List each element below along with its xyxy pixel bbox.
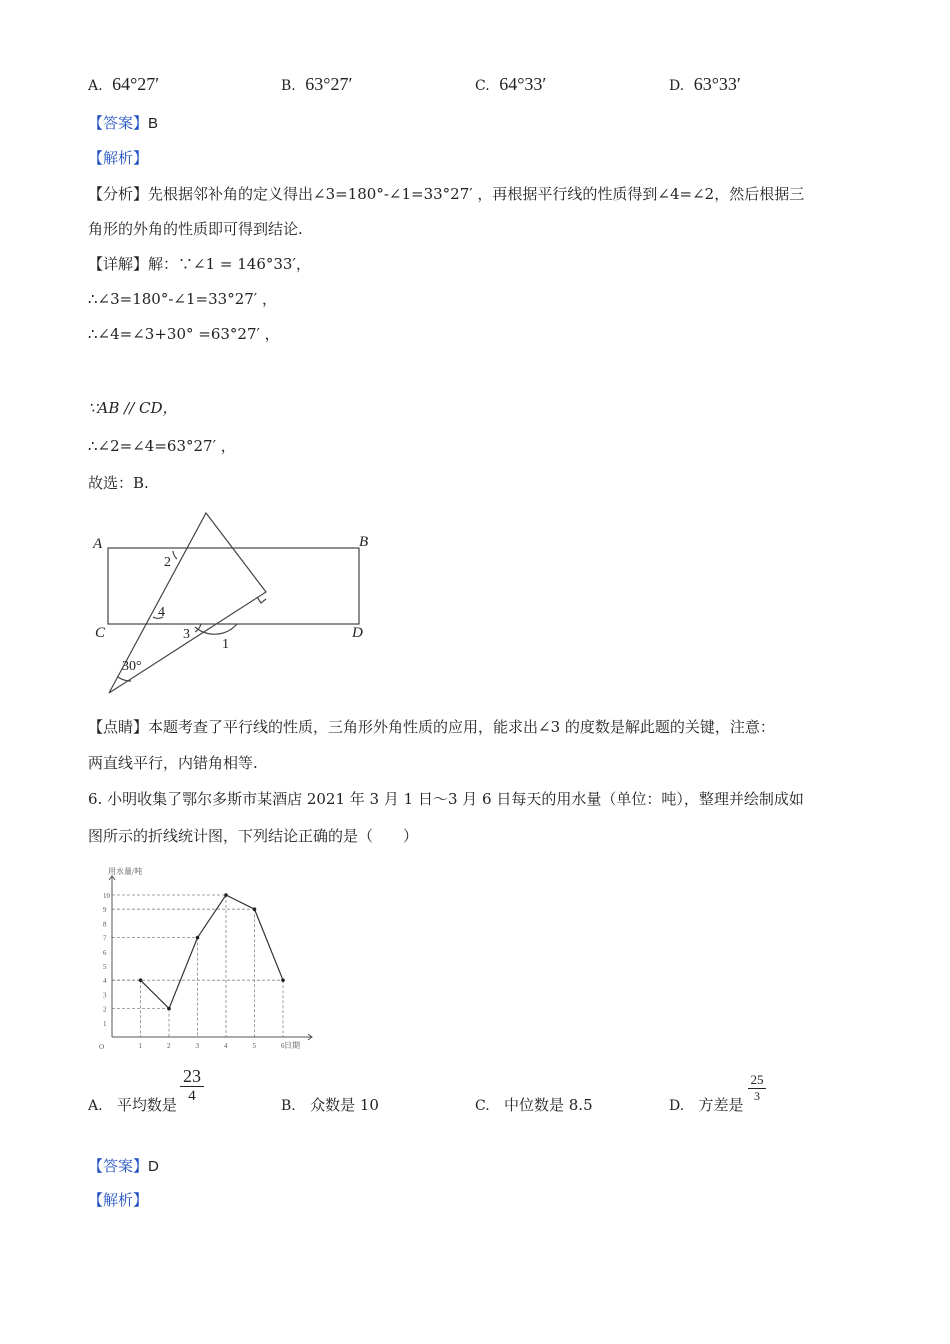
label-c: C (95, 625, 106, 641)
q5-detail-line1: ∴∠3=180°-∠1=33°27′ ， (88, 290, 277, 308)
q5-comment-line2: 两直线平行，内错角相等. (88, 754, 258, 772)
series-line (141, 895, 284, 1009)
q6-option-b (281, 1094, 379, 1115)
data-point (196, 936, 200, 940)
option-value: 63°33′ (693, 74, 741, 94)
comment-text: 本题考查了平行线的性质，三角形外角性质的应用，能求出∠3 的度数是解此题的关键，注意： (148, 718, 775, 736)
label-angle-4: 4 (158, 605, 165, 620)
q6-stem-line2: 图所示的折线统计图，下列结论正确的是（ ） (88, 827, 419, 845)
detail-text: 解：∵∠1 = 146°33′， (148, 255, 311, 273)
q5-analysis-line1 (88, 183, 804, 204)
data-point (281, 978, 285, 982)
q5-option-b (281, 74, 352, 95)
y-tick-label: 8 (103, 920, 107, 929)
q6-option-d (669, 1094, 744, 1115)
analysis-tag: 【分析】 (88, 185, 149, 203)
label-angle-30: 30° (122, 659, 142, 674)
q6-option-d-fraction (748, 1072, 766, 1104)
data-point (224, 893, 228, 897)
angle-30-arc (118, 677, 131, 681)
denominator: 4 (180, 1086, 204, 1105)
option-text: 众数是 10 (310, 1096, 379, 1114)
option-letter: B. (281, 78, 296, 94)
q5-answer (88, 112, 158, 133)
q5-detail-line3: ∵AB // CD， (88, 399, 178, 417)
right-angle-mark (257, 597, 266, 603)
q5-jiexi-tag: 【解析】 (88, 149, 149, 167)
option-letter: A. (88, 78, 103, 94)
option-letter: D. (669, 1098, 685, 1114)
geometry-figure (85, 505, 385, 705)
answer-value: B (148, 115, 159, 132)
label-b: B (359, 534, 369, 550)
option-letter: D. (669, 78, 685, 94)
q6-stem-line1: 6. 小明收集了鄂尔多斯市某酒店 2021 年 3 月 1 日～3 月 6 日每天的用水量（单位：吨），整理并绘制成如 (88, 790, 804, 808)
option-text: 方差是 (698, 1096, 744, 1114)
y-tick-label: 3 (103, 991, 107, 1000)
y-tick-label: 2 (103, 1005, 107, 1014)
comment-tag: 【点睛】 (88, 718, 149, 736)
option-letter: C. (475, 1098, 490, 1114)
option-value: 64°27′ (112, 74, 160, 94)
q5-option-a (88, 74, 159, 95)
y-tick-label: 6 (103, 948, 107, 957)
q6-answer (88, 1155, 159, 1176)
angle-2-arc (173, 551, 177, 559)
q5-detail-line4: ∴∠2=∠4=63°27′ ， (88, 437, 236, 455)
q6-option-c (475, 1094, 593, 1115)
y-axis-label: 用水量/吨 (108, 867, 143, 876)
y-tick-label: 7 (103, 934, 107, 943)
origin-label: O (99, 1043, 105, 1051)
q5-detail-line2: ∴∠4=∠3+30° =63°27′ ， (88, 325, 280, 343)
data-point (253, 907, 257, 911)
x-tick-label: 3 (195, 1042, 199, 1050)
data-point (139, 978, 143, 982)
x-tick-label: 2 (167, 1042, 171, 1050)
numerator: 23 (183, 1066, 201, 1086)
option-text: 中位数是 8.5 (503, 1096, 593, 1114)
angle-1-arc (195, 624, 237, 634)
option-text: 平均数是 (116, 1096, 177, 1114)
x-tick-label: 4 (224, 1042, 228, 1050)
x-axis-label: 日期 (284, 1041, 300, 1050)
y-tick-label: 5 (103, 963, 107, 971)
y-tick-label: 1 (103, 1019, 107, 1028)
answer-tag: 【答案】 (88, 1157, 149, 1175)
label-angle-3: 3 (183, 627, 190, 642)
y-tick-label: 9 (103, 906, 107, 915)
answer-value: D (148, 1158, 159, 1175)
water-usage-line-chart (90, 862, 340, 1057)
y-tick-label: 10 (103, 892, 110, 900)
option-letter: B. (281, 1098, 296, 1114)
q5-option-d (669, 74, 741, 95)
data-point (167, 1007, 171, 1011)
label-a: A (93, 536, 103, 552)
option-letter: A. (88, 1098, 103, 1114)
label-angle-1: 1 (222, 637, 229, 652)
option-value: 64°33′ (499, 74, 547, 94)
x-tick-label: 6 (281, 1042, 285, 1050)
label-angle-2: 2 (164, 555, 171, 570)
q5-detail-line5: 故选：B. (88, 474, 149, 492)
answer-tag: 【答案】 (88, 114, 149, 132)
analysis-text: 先根据邻补角的定义得出∠3=180°-∠1=33°27′ ，再根据平行线的性质得到∠4=∠2，然后根据三 (148, 185, 805, 203)
q5-comment-line1 (88, 716, 775, 737)
denominator: 3 (748, 1088, 766, 1104)
label-d: D (352, 625, 363, 641)
x-tick-label: 5 (252, 1042, 256, 1050)
q6-option-a-fraction (180, 1066, 204, 1105)
q5-detail-line0 (88, 253, 311, 274)
y-tick-label: 4 (103, 977, 107, 986)
q6-option-a (88, 1094, 177, 1115)
option-value: 63°27′ (305, 74, 353, 94)
x-tick-label: 1 (138, 1042, 142, 1050)
q6-jiexi-tag: 【解析】 (88, 1191, 149, 1209)
q5-analysis-line2: 角形的外角的性质即可得到结论. (88, 220, 303, 238)
detail-tag: 【详解】 (88, 255, 149, 273)
option-letter: C. (475, 78, 490, 94)
q5-option-c (475, 74, 546, 95)
numerator: 25 (750, 1072, 764, 1087)
